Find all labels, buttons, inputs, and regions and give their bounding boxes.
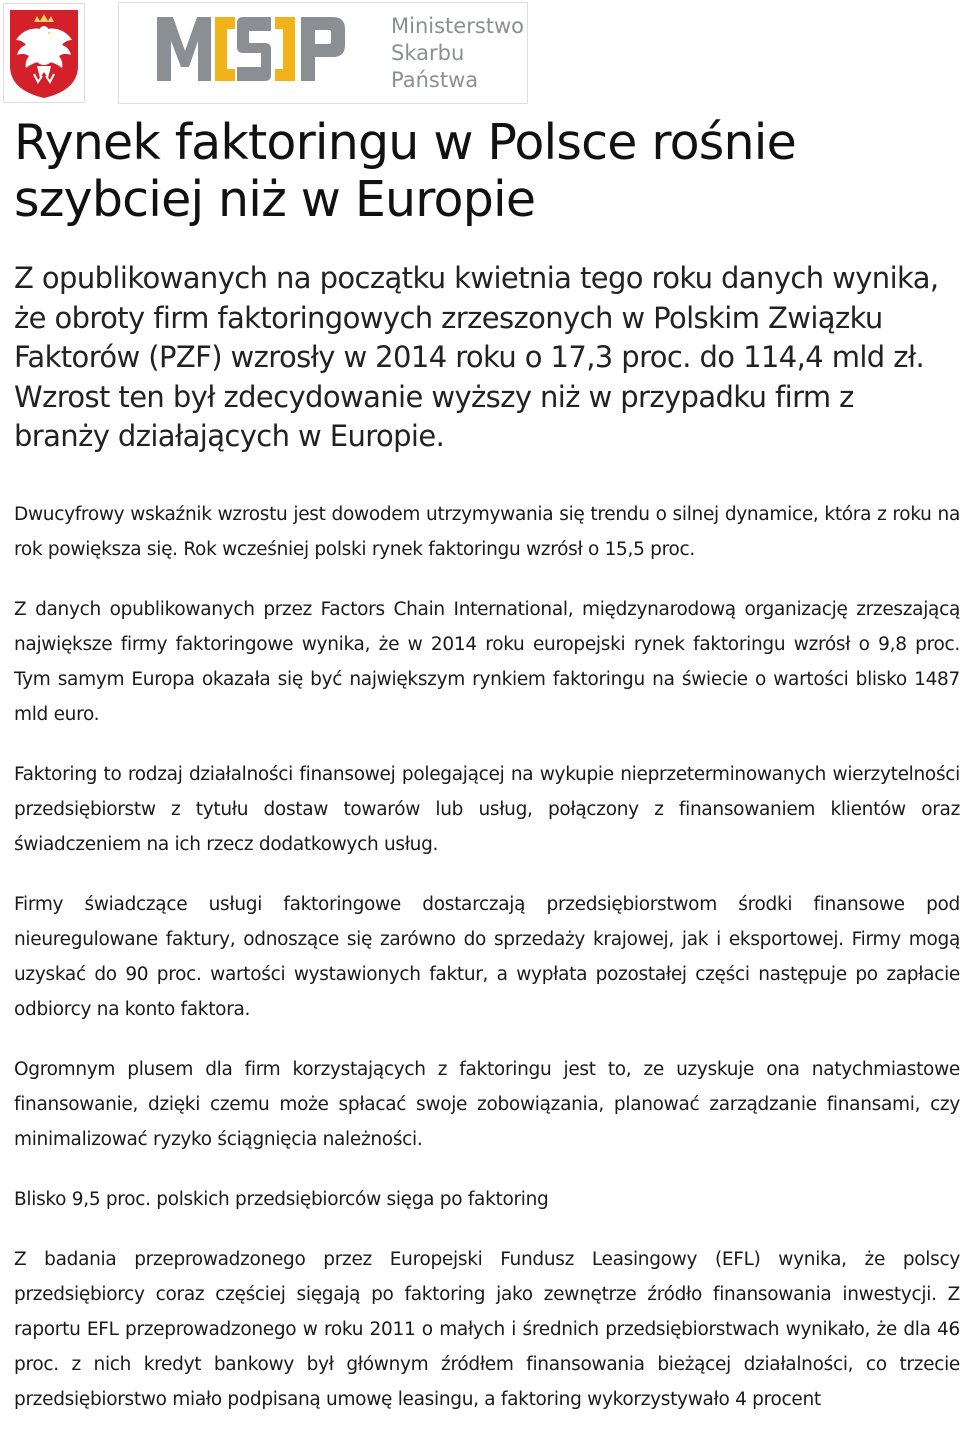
article-title: Rynek faktoringu w Polsce rośnie szybciej niż w Europie [14, 114, 796, 228]
article-paragraph: Z badania przeprowadzonego przez Europejski Fundusz Leasingowy (EFL) wynika, że polscy przedsiębiorcy coraz częściej sięgają po faktoring jako zewnętrze źródło finansowania inwestycji. Z raportu EFL przeprowadzonego w roku 2011 o małych i średnich przedsiębiorstwach wynikało, że dla 46 proc. z nich kredyt bankowy był głównym źródłem finansowania bieżącej działalności, co trzecie przedsiębiorstwo miało podpisaną umowę leasingu, a faktoring wykorzystywało 4 procent [14, 1249, 960, 1410]
ministry-name [391, 13, 524, 94]
ministry-line-1: Ministerstwo [391, 14, 525, 38]
article-paragraph: Z danych opublikowanych przez Factors Chain International, międzynarodową organizację zrzeszającą największe firmy faktoringowe wynika, że w 2014 roku europejski rynek faktoringu wzrósł o 9,8 proc. Tym samym Europa okazała się być największym rynkiem faktoringu na świecie o wartości blisko 1487 mld euro. [14, 599, 960, 725]
article-paragraph: Faktoring to rodzaj działalności finansowej polegającej na wykupie nieprzeterminowanych wierzytelności przedsiębiorstw z tytułu dostaw towarów lub usług, połączony z finansowaniem klientów oraz świadczeniem na ich rzecz dodatkowych usług. [14, 764, 960, 855]
ministry-line-3: Państwa [391, 68, 479, 92]
msp-logo [118, 2, 528, 104]
article-body [14, 497, 960, 1442]
article-subheading: Blisko 9,5 proc. polskich przedsiębiorców sięga po faktoring [14, 1189, 549, 1210]
article-paragraph: Ogromnym plusem dla firm korzystających z faktoringu jest to, ze uzyskuje ona natychmiastowe finansowanie, dzięki czemu może spłacać swoje zobowiązania, planować zarządzanie finansami, czy minimalizować ryzyko ściągnięcia należności. [14, 1059, 960, 1150]
site-header [0, 0, 528, 104]
article-paragraph: Firmy świadczące usługi faktoringowe dostarczają przedsiębiorstwom środki finansowe pod nieuregulowane faktury, odnoszące się zarówno do sprzedaży krajowej, jak i eksportowej. Firmy mogą uzyskać do 90 proc. wartości wystawionych faktur, a wypłata pozostałej części następuje po zapłacie odbiorcy na konto faktora. [14, 894, 960, 1020]
article-lead: Z opublikowanych na początku kwietnia tego roku danych wynika, że obroty firm faktoringowych zrzeszonych w Polskim Związku Faktorów (PZF) wzrosły w 2014 roku o 17,3 proc. do 114,4 mld zł. Wzrost ten był zdecydowanie wyższy niż w przypadku firm z branży działających w Europie. [14, 261, 939, 453]
polish-emblem-icon [3, 3, 85, 103]
ministry-line-2: Skarbu [391, 41, 465, 65]
article-paragraph: Dwucyfrowy wskaźnik wzrostu jest dowodem utrzymywania się trendu o silnej dynamice, która z roku na rok powiększa się. Rok wcześniej polski rynek faktoringu wzrósł o 15,5 proc. [14, 504, 960, 560]
